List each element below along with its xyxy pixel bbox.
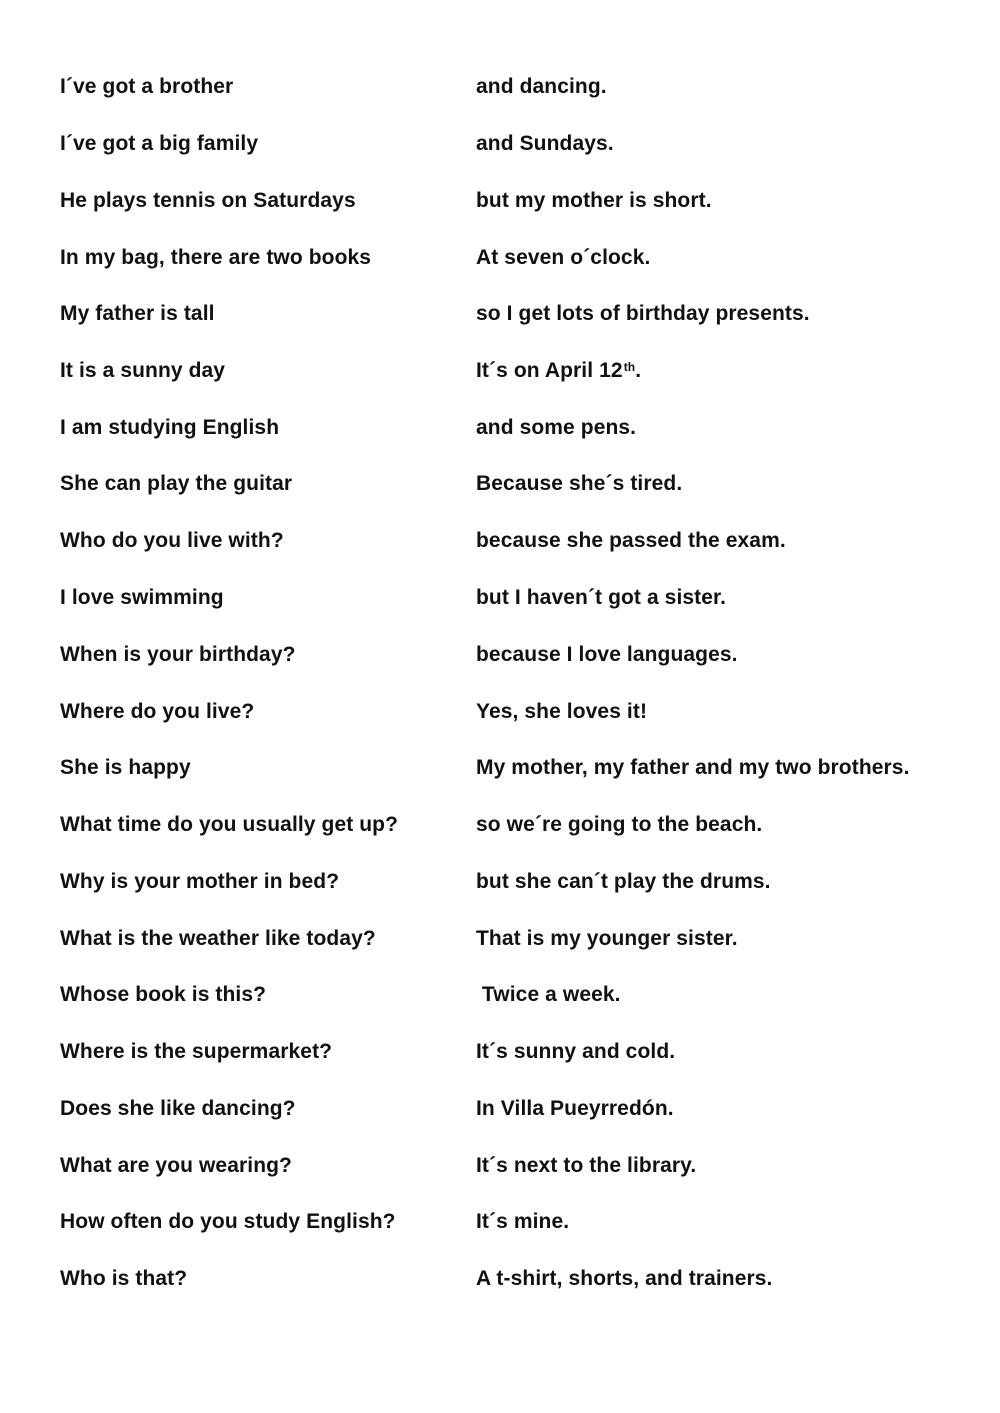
- match-row: [0, 1094, 1000, 1151]
- sentence-ending: but my mother is short.: [476, 189, 712, 212]
- sentence-start: It is a sunny day: [60, 359, 226, 382]
- sentence-ending: It´s next to the library.: [476, 1154, 697, 1177]
- sentence-start: I love swimming: [60, 586, 224, 609]
- sentence-ending: Because she´s tired.: [476, 472, 683, 495]
- sentence-ending: and dancing.: [476, 75, 607, 98]
- match-row: [0, 299, 1000, 356]
- sentence-ending: My mother, my father and my two brothers.: [476, 756, 910, 779]
- sentence-ending: and Sundays.: [476, 132, 614, 155]
- sentence-start: Who is that?: [60, 1267, 188, 1290]
- sentence-start: Where do you live?: [60, 700, 255, 723]
- match-row: [0, 72, 1000, 129]
- sentence-start: Whose book is this?: [60, 983, 267, 1006]
- sentence-start: When is your birthday?: [60, 643, 296, 666]
- sentence-ending: but I haven´t got a sister.: [476, 586, 727, 609]
- match-row: [0, 526, 1000, 583]
- match-row: [0, 924, 1000, 981]
- sentence-ending: [476, 356, 641, 386]
- sentence-start: What time do you usually get up?: [60, 813, 399, 836]
- sentence-ending: so we´re going to the beach.: [476, 813, 763, 836]
- match-row: [0, 413, 1000, 470]
- match-row: [0, 753, 1000, 810]
- match-row: [0, 129, 1000, 186]
- sentence-start: In my bag, there are two books: [60, 246, 372, 269]
- match-row: [0, 1151, 1000, 1208]
- sentence-ending: and some pens.: [476, 416, 637, 439]
- sentence-ending: but she can´t play the drums.: [476, 870, 771, 893]
- match-row: [0, 186, 1000, 243]
- sentence-ending: It´s mine.: [476, 1210, 570, 1233]
- sentence-ending: because she passed the exam.: [476, 529, 786, 552]
- sentence-ending: That is my younger sister.: [476, 927, 738, 950]
- sentence-start: Why is your mother in bed?: [60, 870, 340, 893]
- sentence-start: I am studying English: [60, 416, 280, 439]
- sentence-start: He plays tennis on Saturdays: [60, 189, 356, 212]
- sentence-start: What are you wearing?: [60, 1154, 292, 1177]
- sentence-start: Where is the supermarket?: [60, 1040, 333, 1063]
- sentence-start: What is the weather like today?: [60, 927, 376, 950]
- match-row: [0, 697, 1000, 754]
- sentence-ending-period: .: [635, 359, 642, 382]
- sentence-ending: In Villa Pueyrredón.: [476, 1097, 674, 1120]
- sentence-ending: A t-shirt, shorts, and trainers.: [476, 1267, 773, 1290]
- ordinal-superscript: th: [623, 360, 636, 374]
- sentence-ending-text: It´s on April 12: [476, 359, 623, 382]
- sentence-start: I´ve got a brother: [60, 75, 234, 98]
- sentence-ending: At seven o´clock.: [476, 246, 651, 269]
- sentence-start: Who do you live with?: [60, 529, 284, 552]
- match-row: [0, 243, 1000, 300]
- sentence-ending: It´s sunny and cold.: [476, 1040, 676, 1063]
- sentence-start: She is happy: [60, 756, 191, 779]
- match-row: [0, 980, 1000, 1037]
- match-row: [0, 1264, 1000, 1321]
- match-row: [0, 810, 1000, 867]
- sentence-start: Does she like dancing?: [60, 1097, 296, 1120]
- match-row: [0, 469, 1000, 526]
- match-row: [0, 583, 1000, 640]
- sentence-ending: so I get lots of birthday presents.: [476, 302, 810, 325]
- match-row: [0, 867, 1000, 924]
- match-row: [0, 356, 1000, 413]
- match-row: [0, 640, 1000, 697]
- sentence-start: My father is tall: [60, 302, 215, 325]
- sentence-ending: Yes, she loves it!: [476, 700, 648, 723]
- sentence-start: How often do you study English?: [60, 1210, 396, 1233]
- sentence-start: She can play the guitar: [60, 472, 293, 495]
- sentence-ending: because I love languages.: [476, 643, 738, 666]
- match-row: [0, 1037, 1000, 1094]
- sentence-start: I´ve got a big family: [60, 132, 259, 155]
- match-row: [0, 1207, 1000, 1264]
- sentence-ending: Twice a week.: [476, 983, 621, 1006]
